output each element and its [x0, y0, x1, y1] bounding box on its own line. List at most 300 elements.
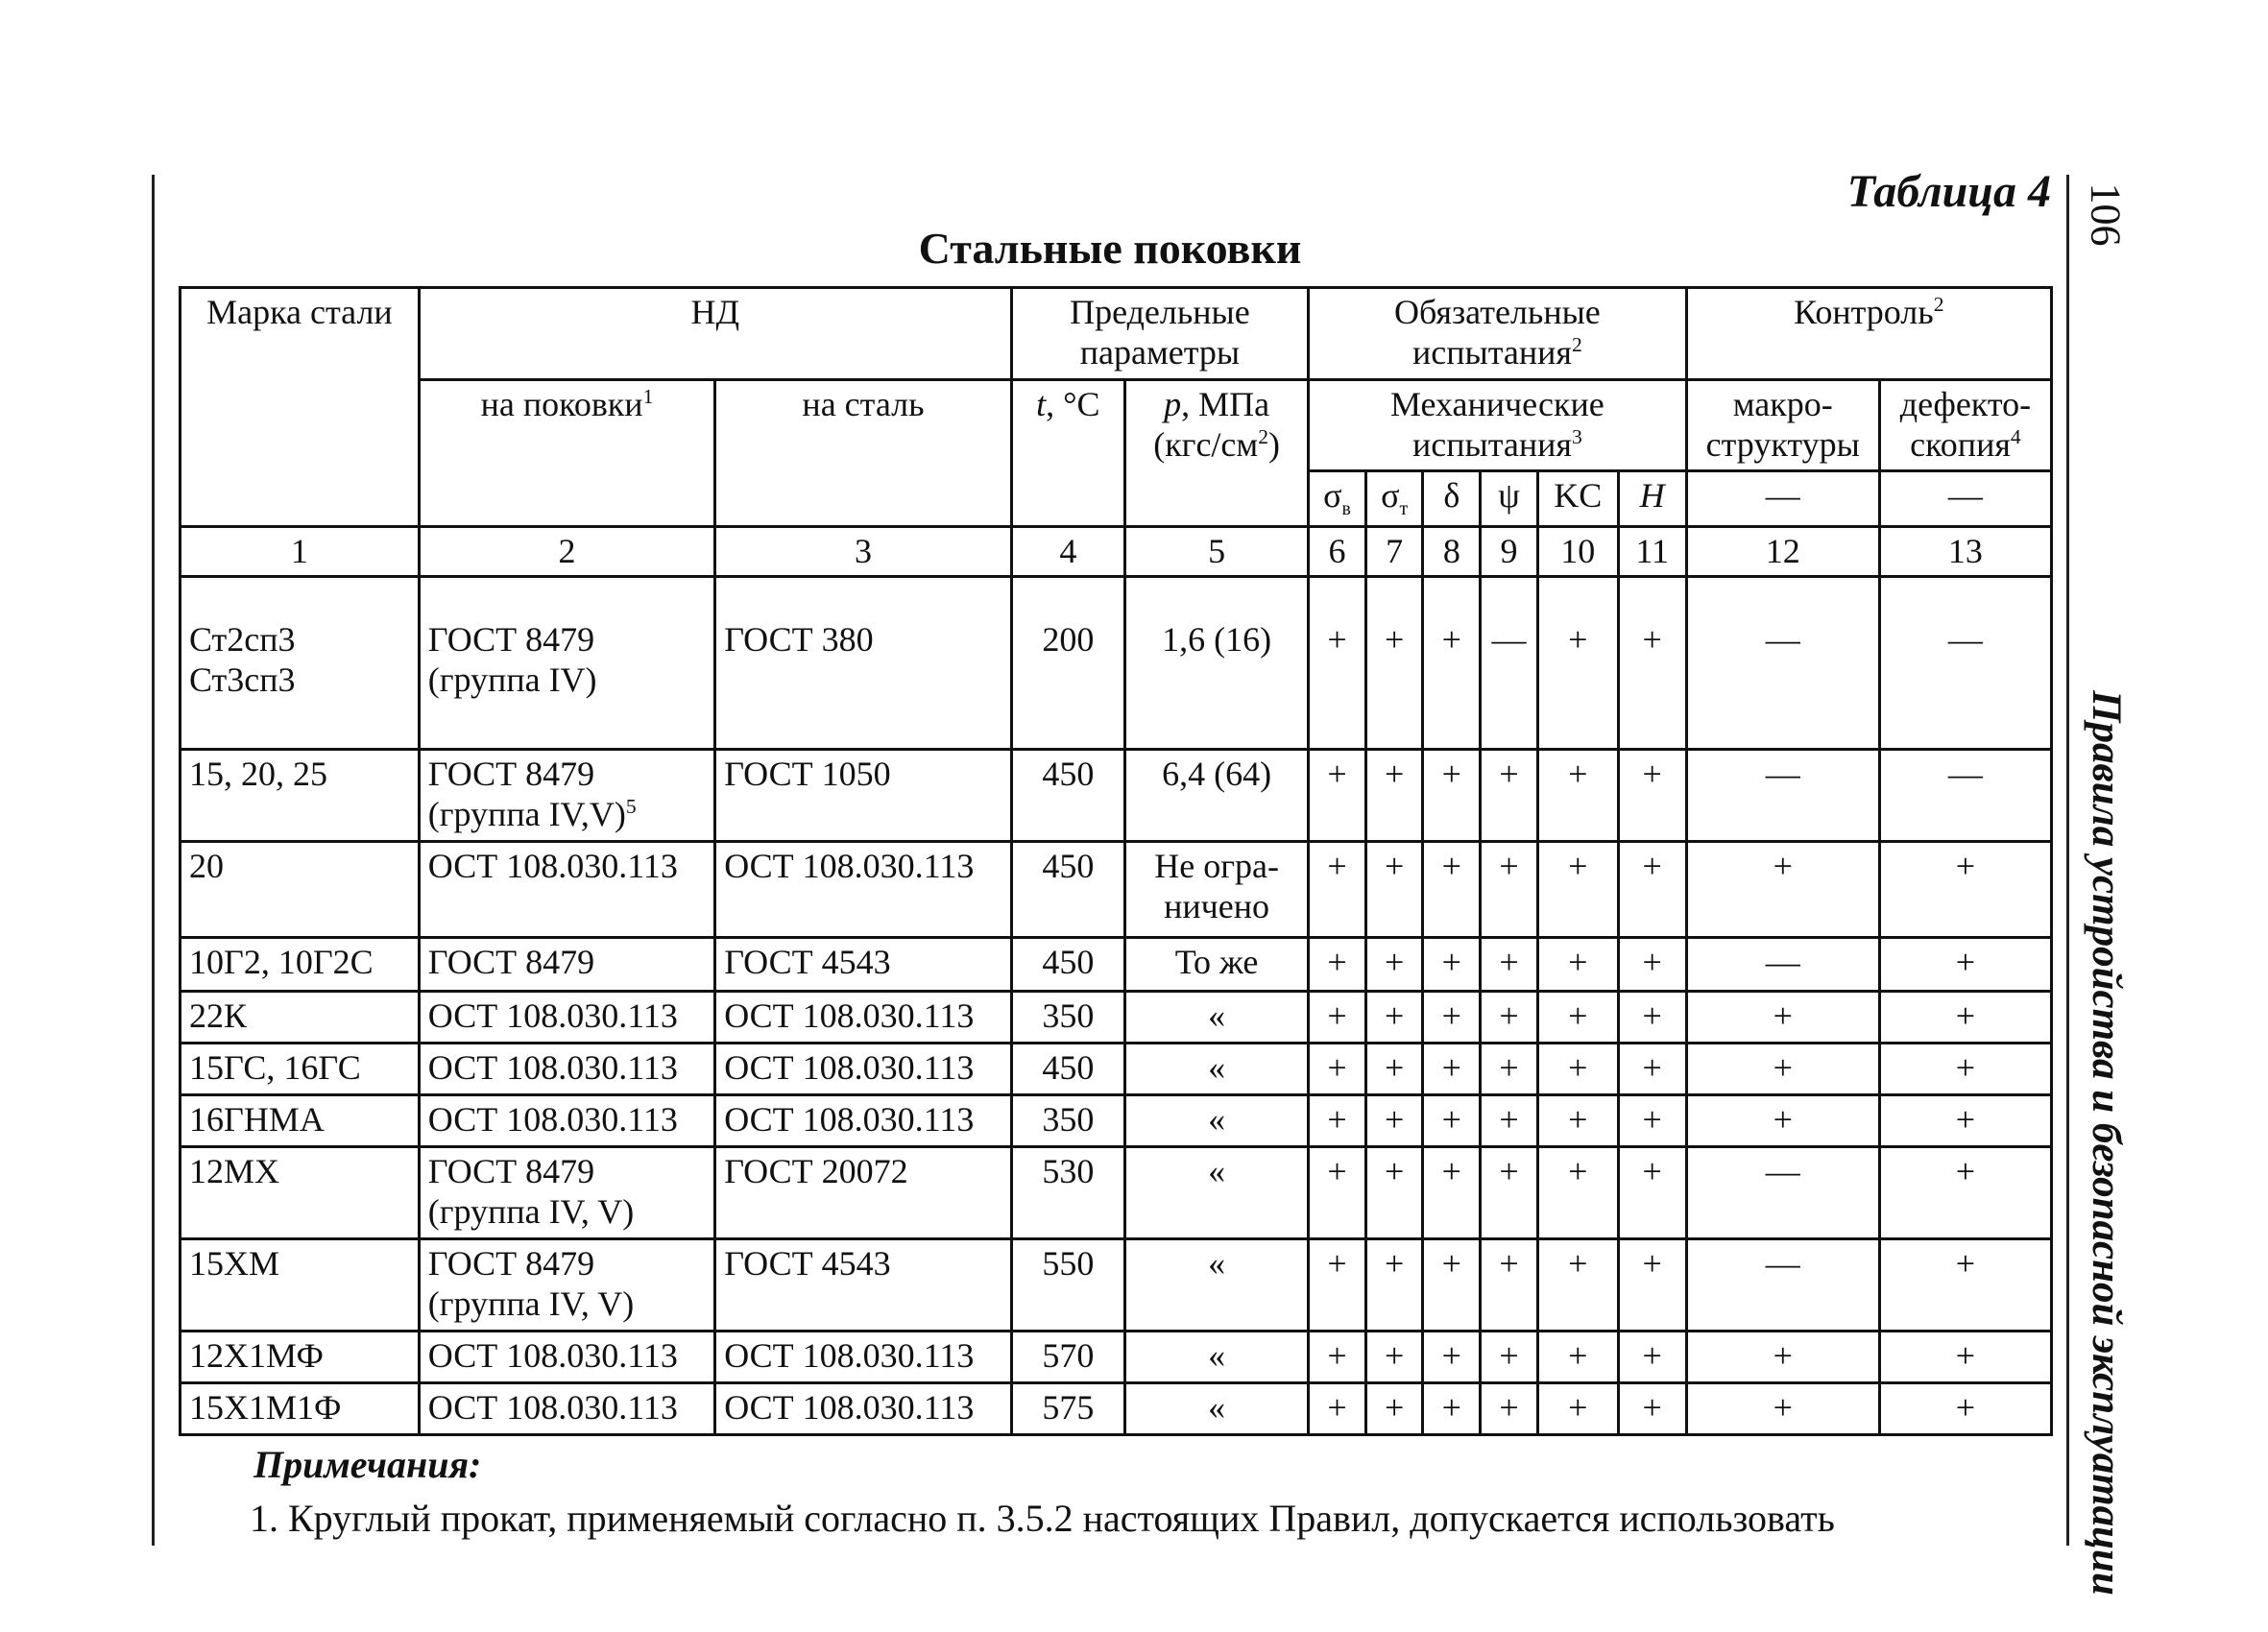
cell-test-h — [1618, 842, 1686, 938]
nd-forgings-line: ГОСТ 8479 — [427, 755, 595, 794]
column-number-5: 5 — [1125, 526, 1309, 577]
nd-forgings-line: ГОСТ 8479 — [427, 620, 595, 660]
nd-steel-line: ГОСТ 380 — [724, 620, 874, 660]
cell-macrostructure — [1686, 938, 1879, 992]
test-sigma-t-line: + — [1385, 755, 1405, 794]
pressure-line: 1,6 (16) — [1162, 620, 1272, 660]
cell-test-psi — [1481, 1147, 1538, 1239]
test-delta-line: + — [1441, 996, 1461, 1036]
cell-temperature — [1011, 992, 1124, 1044]
temperature-line: 570 — [1042, 1336, 1095, 1376]
table-row — [181, 577, 2052, 750]
temperature-line: 350 — [1042, 996, 1095, 1036]
cell-defectoscopy — [1879, 1239, 2051, 1332]
cell-pressure — [1125, 938, 1309, 992]
cell-nd-steel — [715, 1239, 1011, 1332]
defectoscopy-line: — — [1947, 755, 1983, 794]
cell-pressure — [1125, 577, 1309, 750]
table-row — [181, 1095, 2052, 1147]
cell-test-sigma-t — [1365, 1332, 1423, 1383]
steel-grade-line: 16ГНМА — [189, 1100, 325, 1140]
test-delta-line: + — [1441, 1336, 1461, 1376]
cell-macrostructure — [1686, 992, 1879, 1044]
cell-test-sigma-b — [1309, 992, 1366, 1044]
cell-test-psi — [1481, 1332, 1538, 1383]
column-number-9: 9 — [1481, 526, 1538, 577]
cell-test-sigma-t — [1365, 1383, 1423, 1435]
cell-steel-grade — [181, 1147, 420, 1239]
nd-forgings-line: ГОСТ 8479 — [427, 943, 595, 982]
column-number-6: 6 — [1309, 526, 1366, 577]
cell-defectoscopy — [1879, 577, 2051, 750]
test-sigma-t-line: + — [1385, 1388, 1405, 1428]
column-number-3: 3 — [715, 526, 1011, 577]
test-psi-line: + — [1499, 1100, 1519, 1140]
test-h-line: + — [1642, 1152, 1662, 1191]
macrostructure-line: + — [1773, 1048, 1793, 1088]
temperature-line: 200 — [1042, 620, 1095, 660]
cell-test-h — [1618, 577, 1686, 750]
defectoscopy-line: + — [1955, 996, 1976, 1036]
test-sigma-b-line: + — [1327, 943, 1347, 982]
pressure-line: « — [1208, 1388, 1226, 1428]
cell-test-sigma-t — [1365, 1239, 1423, 1332]
test-psi-line: — — [1491, 620, 1527, 660]
table-row — [181, 1044, 2052, 1095]
nd-steel-line: ОСТ 108.030.113 — [724, 1336, 975, 1376]
nd-forgings-line: (группа IV, V) — [427, 1284, 635, 1323]
cell-test-h — [1618, 938, 1686, 992]
test-sigma-t-line: + — [1385, 847, 1405, 886]
header-nd-steel: на сталь — [715, 380, 1011, 527]
temperature-line: 450 — [1042, 755, 1095, 794]
cell-nd-steel — [715, 1332, 1011, 1383]
cell-test-kc — [1537, 1095, 1618, 1147]
test-sigma-t-line: + — [1385, 1100, 1405, 1140]
test-sigma-t-line: + — [1385, 1152, 1405, 1191]
cell-nd-forgings — [419, 1239, 714, 1332]
temperature-line: 450 — [1042, 1048, 1095, 1088]
steel-grade-line: 22К — [189, 996, 248, 1036]
column-number-1: 1 — [181, 526, 420, 577]
temperature-line: 550 — [1042, 1244, 1095, 1284]
footnote-ref: 5 — [625, 795, 637, 818]
cell-test-sigma-b — [1309, 842, 1366, 938]
cell-test-psi — [1481, 992, 1538, 1044]
cell-steel-grade — [181, 938, 420, 992]
cell-test-sigma-t — [1365, 992, 1423, 1044]
cell-pressure — [1125, 1383, 1309, 1435]
test-sigma-b-line: + — [1327, 1048, 1347, 1088]
header-macrostructure: макро-структуры — [1686, 380, 1879, 471]
test-kc-line: + — [1568, 755, 1588, 794]
test-h-line: + — [1642, 620, 1662, 660]
cell-pressure — [1125, 750, 1309, 842]
cell-macrostructure — [1686, 1147, 1879, 1239]
cell-defectoscopy — [1879, 938, 2051, 992]
macrostructure-line: + — [1773, 847, 1793, 886]
test-h-line: + — [1642, 1388, 1662, 1428]
cell-nd-forgings — [419, 842, 714, 938]
nd-steel-line: ГОСТ 1050 — [724, 755, 891, 794]
cell-test-sigma-b — [1309, 1147, 1366, 1239]
test-h-line: + — [1642, 1336, 1662, 1376]
cell-test-delta — [1423, 992, 1481, 1044]
cell-test-h — [1618, 1095, 1686, 1147]
header-mechanical-tests: Механические испытания$^3$ — [1309, 380, 1686, 471]
test-sigma-t-line: + — [1385, 1336, 1405, 1376]
cell-test-h — [1618, 1332, 1686, 1383]
left-margin-rule — [152, 175, 155, 1546]
header-sigma-b: $\sigma_в$ — [1309, 470, 1366, 526]
test-sigma-b-line: + — [1327, 1336, 1347, 1376]
header-nd: НД — [419, 288, 1011, 380]
cell-test-delta — [1423, 938, 1481, 992]
pressure-line: « — [1208, 996, 1226, 1036]
cell-test-sigma-b — [1309, 750, 1366, 842]
temperature-line: 450 — [1042, 943, 1095, 982]
cell-steel-grade — [181, 1044, 420, 1095]
cell-test-sigma-t — [1365, 750, 1423, 842]
test-sigma-b-line: + — [1327, 847, 1347, 886]
pressure-line: « — [1208, 1048, 1226, 1088]
test-kc-line: + — [1568, 1336, 1588, 1376]
cell-test-h — [1618, 1044, 1686, 1095]
table-row — [181, 1383, 2052, 1435]
table-label: Таблица 4 — [1846, 166, 2051, 217]
nd-steel-line: ОСТ 108.030.113 — [724, 1048, 975, 1088]
header-dash-13: — — [1879, 470, 2051, 526]
nd-forgings-line: ОСТ 108.030.113 — [427, 1100, 678, 1140]
cell-nd-steel — [715, 938, 1011, 992]
cell-test-h — [1618, 992, 1686, 1044]
cell-steel-grade — [181, 1239, 420, 1332]
steel-grade-line: 12Х1МФ — [189, 1336, 324, 1376]
cell-steel-grade — [181, 1332, 420, 1383]
steel-grade-line: 15ГС, 16ГС — [189, 1048, 361, 1088]
cell-nd-forgings — [419, 992, 714, 1044]
header-temperature: t, °С — [1011, 380, 1124, 527]
steel-grade-line: 15, 20, 25 — [189, 755, 327, 794]
steel-grade-line: 10Г2, 10Г2С — [189, 943, 374, 982]
nd-forgings-line: ОСТ 108.030.113 — [427, 1388, 678, 1428]
test-psi-line: + — [1499, 847, 1519, 886]
test-kc-line: + — [1568, 1388, 1588, 1428]
cell-test-delta — [1423, 750, 1481, 842]
right-margin-rule — [2066, 175, 2069, 1546]
cell-nd-steel — [715, 750, 1011, 842]
cell-test-kc — [1537, 1044, 1618, 1095]
page-number: 106 — [2082, 182, 2130, 246]
cell-temperature — [1011, 938, 1124, 992]
cell-nd-forgings — [419, 1147, 714, 1239]
steel-grade-line: 20 — [189, 847, 224, 886]
macrostructure-line: — — [1765, 943, 1800, 982]
pressure-line: « — [1208, 1152, 1226, 1191]
test-sigma-t-line: + — [1385, 996, 1405, 1036]
cell-nd-steel — [715, 1147, 1011, 1239]
test-psi-line: + — [1499, 1152, 1519, 1191]
cell-steel-grade — [181, 1383, 420, 1435]
test-psi-line: + — [1499, 755, 1519, 794]
test-psi-line: + — [1499, 996, 1519, 1036]
table-body — [181, 577, 2052, 1435]
cell-test-psi — [1481, 1239, 1538, 1332]
cell-test-psi — [1481, 577, 1538, 750]
cell-test-psi — [1481, 1095, 1538, 1147]
table-row — [181, 938, 2052, 992]
test-h-line: + — [1642, 996, 1662, 1036]
cell-defectoscopy — [1879, 1147, 2051, 1239]
temperature-line: 350 — [1042, 1100, 1095, 1140]
test-delta-line: + — [1441, 1244, 1461, 1284]
table-row — [181, 1332, 2052, 1383]
cell-test-psi — [1481, 1383, 1538, 1435]
cell-temperature — [1011, 1044, 1124, 1095]
forgings-table — [179, 286, 2053, 1436]
cell-temperature — [1011, 1239, 1124, 1332]
nd-forgings-line: (группа IV) — [427, 660, 597, 699]
header-delta: δ — [1423, 470, 1481, 526]
macrostructure-line: + — [1773, 1388, 1793, 1428]
macrostructure-line: — — [1765, 1244, 1800, 1284]
test-sigma-t-line: + — [1385, 943, 1405, 982]
header-nd-forgings: на поковки$^1$ — [419, 380, 714, 527]
test-kc-line: + — [1568, 1100, 1588, 1140]
cell-test-sigma-b — [1309, 1383, 1366, 1435]
cell-steel-grade — [181, 577, 420, 750]
test-psi-line: + — [1499, 1048, 1519, 1088]
cell-macrostructure — [1686, 750, 1879, 842]
test-h-line: + — [1642, 847, 1662, 886]
test-h-line: + — [1642, 1100, 1662, 1140]
cell-macrostructure — [1686, 1332, 1879, 1383]
cell-steel-grade — [181, 1095, 420, 1147]
cell-test-delta — [1423, 842, 1481, 938]
cell-test-delta — [1423, 1044, 1481, 1095]
cell-macrostructure — [1686, 1044, 1879, 1095]
cell-test-sigma-t — [1365, 938, 1423, 992]
cell-pressure — [1125, 1239, 1309, 1332]
cell-test-delta — [1423, 1147, 1481, 1239]
cell-pressure — [1125, 1332, 1309, 1383]
cell-test-psi — [1481, 750, 1538, 842]
test-delta-line: + — [1441, 847, 1461, 886]
cell-defectoscopy — [1879, 750, 2051, 842]
defectoscopy-line: + — [1955, 1152, 1976, 1191]
cell-test-sigma-t — [1365, 1095, 1423, 1147]
cell-pressure — [1125, 1147, 1309, 1239]
test-delta-line: + — [1441, 755, 1461, 794]
pressure-line: « — [1208, 1244, 1226, 1284]
cell-pressure — [1125, 842, 1309, 938]
pressure-line: 6,4 (64) — [1162, 755, 1272, 794]
cell-test-sigma-t — [1365, 1044, 1423, 1095]
header-sigma-t: $\sigma_т$ — [1365, 470, 1423, 526]
pressure-line: Не огра- — [1154, 847, 1279, 886]
test-kc-line: + — [1568, 1048, 1588, 1088]
test-psi-line: + — [1499, 1244, 1519, 1284]
cell-test-kc — [1537, 938, 1618, 992]
defectoscopy-line: + — [1955, 943, 1976, 982]
header-control: Контроль$^2$ — [1686, 288, 2051, 380]
cell-nd-forgings — [419, 938, 714, 992]
defectoscopy-line: + — [1955, 1388, 1976, 1428]
table-row — [181, 842, 2052, 938]
test-kc-line: + — [1568, 943, 1588, 982]
cell-test-sigma-t — [1365, 1147, 1423, 1239]
cell-test-sigma-b — [1309, 938, 1366, 992]
test-h-line: + — [1642, 1048, 1662, 1088]
cell-test-h — [1618, 1147, 1686, 1239]
cell-macrostructure — [1686, 577, 1879, 750]
column-number-10: 10 — [1537, 526, 1618, 577]
test-delta-line: + — [1441, 1152, 1461, 1191]
column-number-row — [181, 526, 2052, 577]
cell-defectoscopy — [1879, 1044, 2051, 1095]
test-kc-line: + — [1568, 847, 1588, 886]
cell-test-delta — [1423, 1383, 1481, 1435]
cell-macrostructure — [1686, 842, 1879, 938]
cell-temperature — [1011, 842, 1124, 938]
cell-steel-grade — [181, 750, 420, 842]
cell-nd-forgings — [419, 1383, 714, 1435]
column-number-11: 11 — [1618, 526, 1686, 577]
test-sigma-b-line: + — [1327, 1388, 1347, 1428]
test-sigma-t-line: + — [1385, 1048, 1405, 1088]
nd-forgings-line: ГОСТ 8479 — [427, 1152, 595, 1191]
header-h: H — [1618, 470, 1686, 526]
cell-test-kc — [1537, 1239, 1618, 1332]
nd-forgings-line: ОСТ 108.030.113 — [427, 1336, 678, 1376]
cell-test-kc — [1537, 1332, 1618, 1383]
cell-test-sigma-b — [1309, 577, 1366, 750]
column-number-8: 8 — [1423, 526, 1481, 577]
test-sigma-b-line: + — [1327, 1100, 1347, 1140]
test-psi-line: + — [1499, 943, 1519, 982]
test-sigma-b-line: + — [1327, 620, 1347, 660]
nd-steel-line: ОСТ 108.030.113 — [724, 1100, 975, 1140]
header-kc: KC — [1537, 470, 1618, 526]
cell-nd-forgings — [419, 577, 714, 750]
cell-test-sigma-b — [1309, 1239, 1366, 1332]
header-limits: Предельные параметры — [1011, 288, 1308, 380]
steel-grade-line: 15ХМ — [189, 1244, 280, 1284]
cell-test-kc — [1537, 1147, 1618, 1239]
cell-test-sigma-t — [1365, 577, 1423, 750]
header-pressure: p, МПа $(кгс/см^2)$ — [1125, 380, 1309, 527]
steel-grade-line: 15Х1М1Ф — [189, 1388, 342, 1428]
steel-grade-line: 12МХ — [189, 1152, 280, 1191]
cell-steel-grade — [181, 842, 420, 938]
cell-test-sigma-b — [1309, 1044, 1366, 1095]
cell-pressure — [1125, 992, 1309, 1044]
pressure-line: ничено — [1164, 887, 1270, 925]
nd-steel-line: ОСТ 108.030.113 — [724, 996, 975, 1036]
nd-forgings-line: ОСТ 108.030.113 — [427, 996, 678, 1036]
cell-nd-steel — [715, 992, 1011, 1044]
temperature-line: 450 — [1042, 847, 1095, 886]
table-row — [181, 992, 2052, 1044]
cell-nd-steel — [715, 1383, 1011, 1435]
test-h-line: + — [1642, 755, 1662, 794]
cell-nd-forgings — [419, 750, 714, 842]
test-sigma-b-line: + — [1327, 755, 1347, 794]
nd-steel-line: ОСТ 108.030.113 — [724, 1388, 975, 1428]
test-delta-line: + — [1441, 1100, 1461, 1140]
cell-test-kc — [1537, 1383, 1618, 1435]
cell-defectoscopy — [1879, 992, 2051, 1044]
defectoscopy-line: — — [1947, 620, 1983, 660]
nd-steel-line: ГОСТ 4543 — [724, 1244, 891, 1284]
pressure-line: « — [1208, 1100, 1226, 1140]
table-row — [181, 1147, 2052, 1239]
test-delta-line: + — [1441, 1048, 1461, 1088]
nd-forgings-line: (группа IV, V) — [427, 1192, 635, 1231]
defectoscopy-line: + — [1955, 1048, 1976, 1088]
cell-macrostructure — [1686, 1239, 1879, 1332]
cell-steel-grade — [181, 992, 420, 1044]
test-sigma-b-line: + — [1327, 1244, 1347, 1284]
notes-title: Примечания: — [253, 1443, 482, 1486]
cell-pressure — [1125, 1095, 1309, 1147]
cell-nd-forgings — [419, 1095, 714, 1147]
column-number-4: 4 — [1011, 526, 1124, 577]
defectoscopy-line: + — [1955, 1336, 1976, 1376]
note-1: 1. Круглый прокат, применяемый согласно п. 3.5.2 настоящих Правил, допускается использовать — [250, 1497, 1835, 1540]
nd-forgings-line: ГОСТ 8479 — [427, 1244, 595, 1284]
macrostructure-line: + — [1773, 1100, 1793, 1140]
table-row — [181, 1239, 2052, 1332]
cell-test-h — [1618, 750, 1686, 842]
test-sigma-t-line: + — [1385, 620, 1405, 660]
nd-forgings-line: (группа IV,V) — [427, 795, 626, 833]
cell-temperature — [1011, 1383, 1124, 1435]
cell-test-sigma-t — [1365, 842, 1423, 938]
header-psi: ψ — [1481, 470, 1538, 526]
column-number-13: 13 — [1879, 526, 2051, 577]
cell-nd-steel — [715, 842, 1011, 938]
cell-test-psi — [1481, 842, 1538, 938]
cell-nd-steel — [715, 577, 1011, 750]
temperature-line: 530 — [1042, 1152, 1095, 1191]
header-dash-12: — — [1686, 470, 1879, 526]
cell-test-psi — [1481, 1044, 1538, 1095]
test-sigma-b-line: + — [1327, 1152, 1347, 1191]
cell-test-kc — [1537, 992, 1618, 1044]
macrostructure-line: — — [1765, 755, 1800, 794]
cell-temperature — [1011, 750, 1124, 842]
nd-steel-line: ГОСТ 4543 — [724, 943, 891, 982]
cell-test-kc — [1537, 750, 1618, 842]
defectoscopy-line: + — [1955, 1244, 1976, 1284]
test-kc-line: + — [1568, 996, 1588, 1036]
cell-nd-forgings — [419, 1332, 714, 1383]
header-steel-grade: Марка стали — [181, 288, 420, 527]
cell-test-delta — [1423, 577, 1481, 750]
cell-test-sigma-b — [1309, 1095, 1366, 1147]
steel-grade-line: Ст3сп3 — [189, 660, 296, 699]
column-number-7: 7 — [1365, 526, 1423, 577]
cell-temperature — [1011, 577, 1124, 750]
cell-test-kc — [1537, 842, 1618, 938]
test-h-line: + — [1642, 1244, 1662, 1284]
cell-test-h — [1618, 1239, 1686, 1332]
header-defectoscopy: дефекто-скопия$^4$ — [1879, 380, 2051, 471]
cell-test-delta — [1423, 1332, 1481, 1383]
cell-nd-forgings — [419, 1044, 714, 1095]
test-sigma-t-line: + — [1385, 1244, 1405, 1284]
